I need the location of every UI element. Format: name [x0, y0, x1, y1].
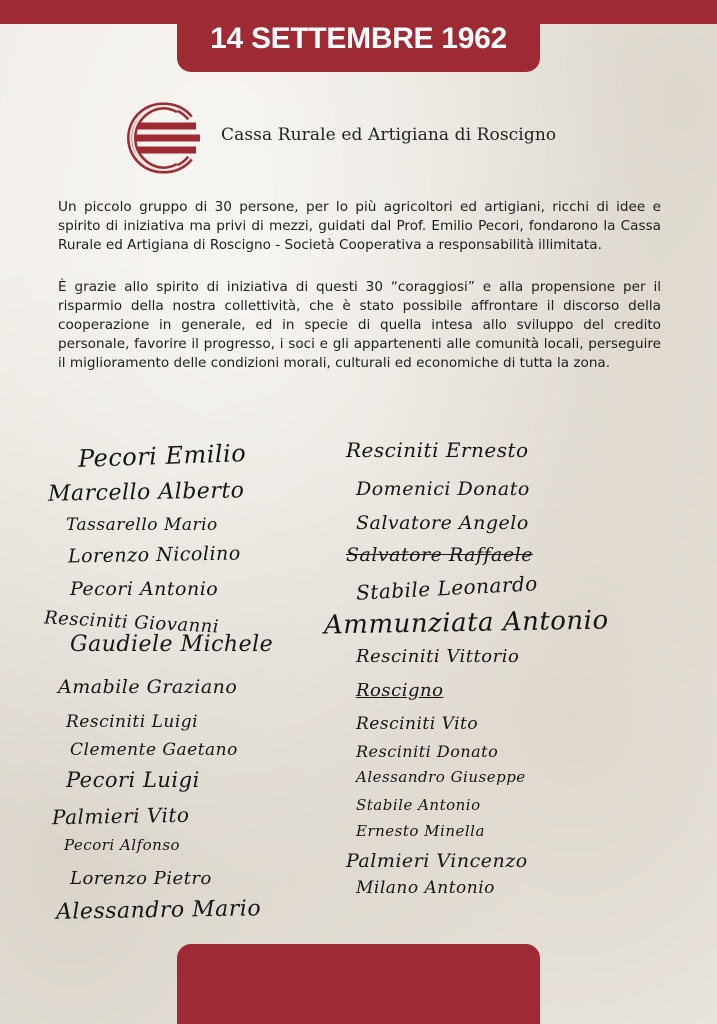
signature: Salvatore Raffaele: [346, 544, 533, 566]
top-banner-bar: [0, 0, 717, 24]
page-title: 14 SETTEMBRE 1962: [210, 22, 507, 55]
signature: Stabile Leonardo: [355, 571, 539, 605]
signature: Resciniti Vittorio: [356, 646, 520, 667]
signature: Lorenzo Pietro: [70, 868, 212, 889]
signature: Palmieri Vincenzo: [346, 850, 528, 872]
signature: Resciniti Vito: [356, 714, 479, 734]
signature: Tassarello Mario: [66, 515, 218, 535]
signature: Resciniti Luigi: [66, 712, 199, 732]
paragraph-founding: Un piccolo gruppo di 30 persone, per lo più agricoltori ed artigiani, ricchi di idee e spirito di iniziativa ma privi di mezzi, guidati dal Prof. Emilio Pecori, fondarono la Cassa Rurale ed Artigiana di Roscigno - Società Cooperativa a responsabilità illimitata.: [58, 199, 661, 253]
founders-signatures: [40, 432, 690, 932]
signature: Palmieri Vito: [51, 802, 190, 830]
signature: Gaudiele Michele: [70, 632, 274, 657]
signature: Alessandro Giuseppe: [356, 768, 526, 786]
signature: Ammunziata Antonio: [323, 605, 609, 641]
signature: Resciniti Giovanni: [43, 607, 220, 638]
signature: Pecori Luigi: [66, 768, 200, 792]
cassa-rurale-logo-icon: [108, 92, 208, 184]
organization-name: Cassa Rurale ed Artigiana di Roscigno: [221, 125, 557, 145]
signature: Roscigno: [356, 680, 444, 701]
signature: Resciniti Ernesto: [346, 438, 529, 462]
signature: Pecori Alfonso: [64, 836, 181, 854]
signature: Alessandro Mario: [55, 896, 262, 925]
signature: Amabile Graziano: [58, 676, 238, 698]
date-banner: [177, 24, 540, 72]
signature: Salvatore Angelo: [356, 512, 529, 534]
signature: Ernesto Minella: [356, 822, 485, 840]
signature: Pecori Emilio: [77, 439, 247, 473]
paragraph-mission: È grazie allo spirito di iniziativa di questi 30 “coraggiosi” e alla propensione per il risparmio della nostra collettività, che è stato possibile affrontare il discorso della cooperazione in generale, ed in specie di quella intesa allo sviluppo del credito personale, favorire il progresso, i soci e gli appartenenti alle comunità locali, perseguire il miglioramento delle condizioni morali, culturali ed economiche di tutta la zona.: [58, 279, 661, 371]
footer-banner: [177, 944, 540, 1024]
signature: Domenici Donato: [356, 478, 530, 500]
signature: Clemente Gaetano: [70, 740, 238, 760]
signature: Lorenzo Nicolino: [67, 542, 241, 568]
signature: Stabile Antonio: [356, 796, 481, 814]
intro-text: [58, 198, 661, 396]
signature: Marcello Alberto: [47, 478, 245, 507]
signature: Milano Antonio: [356, 878, 495, 898]
signature: Pecori Antonio: [70, 578, 219, 600]
signature: Resciniti Donato: [356, 742, 499, 761]
